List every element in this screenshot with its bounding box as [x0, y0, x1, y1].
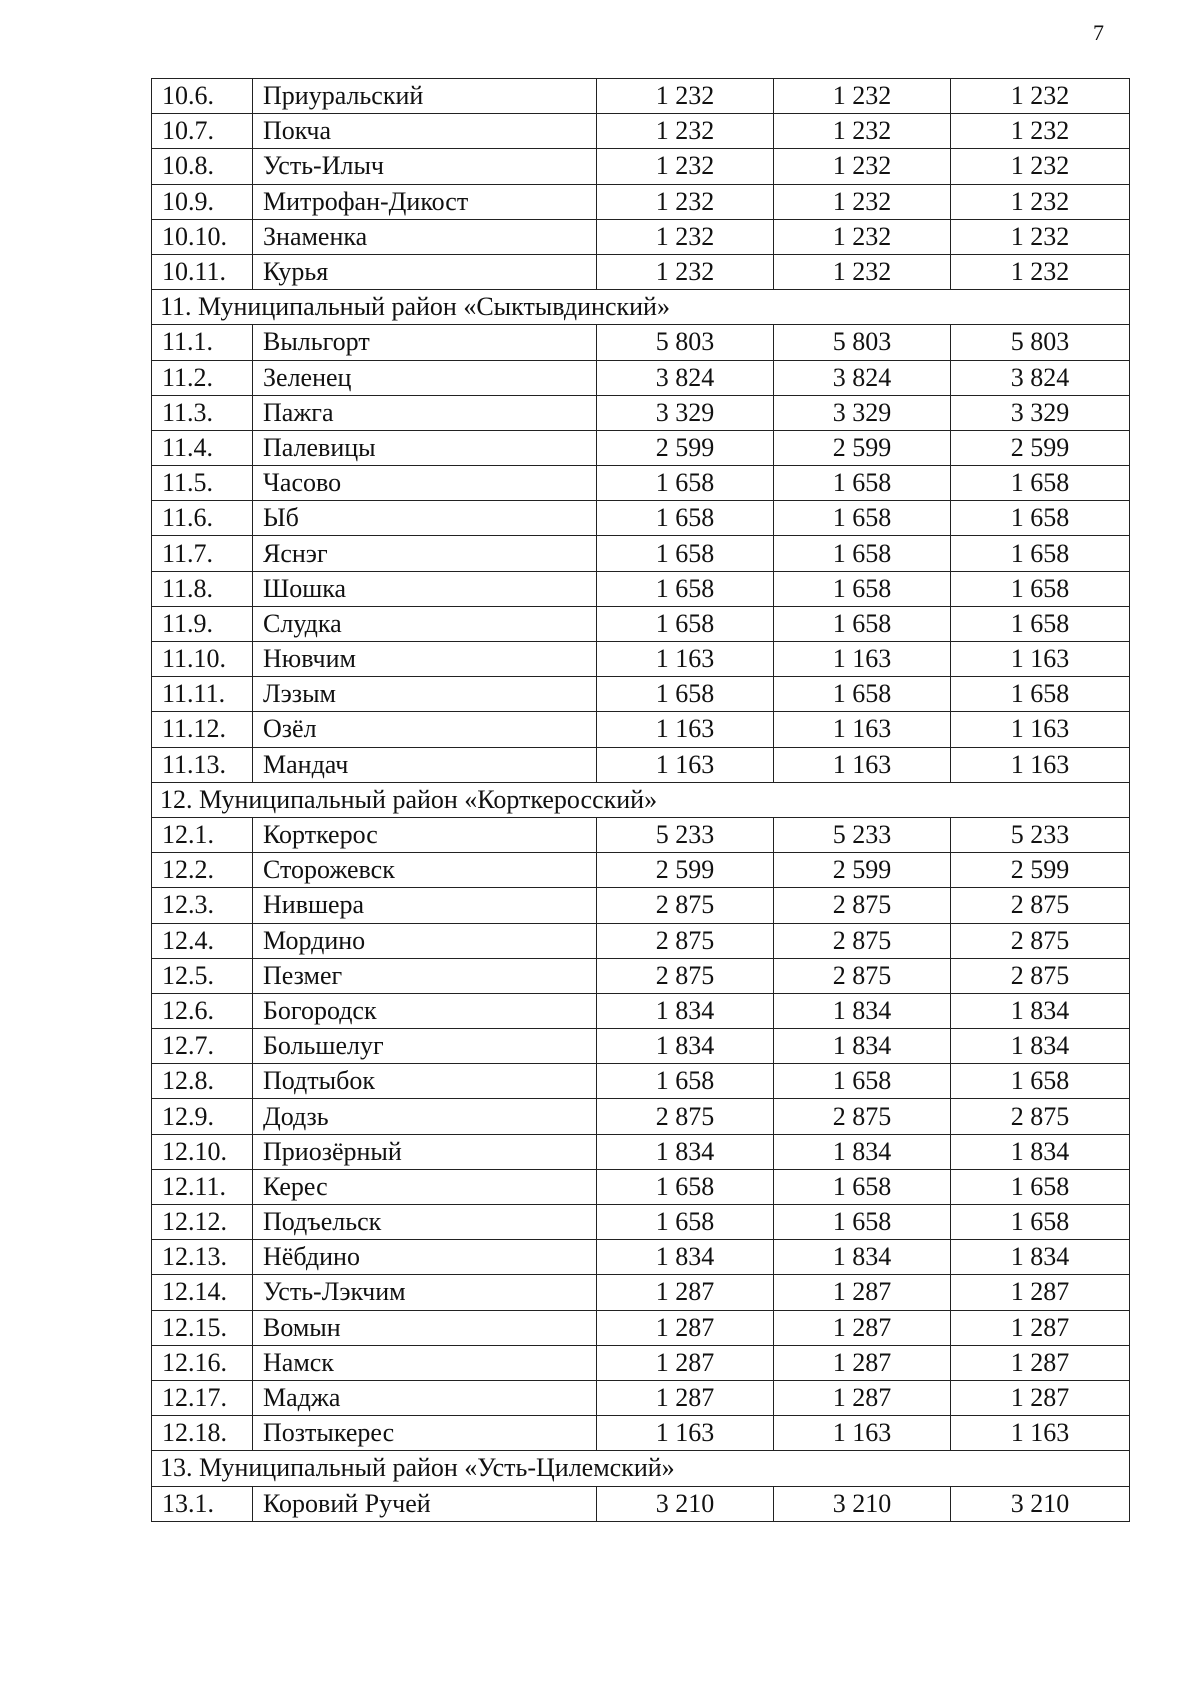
table-row: [152, 1240, 1130, 1275]
row-number: 11.9.: [152, 606, 253, 641]
value-col-1: 1 287: [597, 1345, 774, 1380]
settlement-name: Корткерос: [253, 817, 597, 852]
value-col-3: 1 232: [951, 79, 1130, 114]
settlement-name: Нювчим: [253, 642, 597, 677]
table-row: [152, 360, 1130, 395]
row-number: 12.1.: [152, 817, 253, 852]
table-row: [152, 571, 1130, 606]
table-row: [152, 1099, 1130, 1134]
value-col-1: 1 163: [597, 1416, 774, 1451]
settlement-name: Приозёрный: [253, 1134, 597, 1169]
row-number: 12.12.: [152, 1205, 253, 1240]
value-col-2: 1 658: [774, 1205, 951, 1240]
row-number: 11.6.: [152, 501, 253, 536]
row-number: 12.4.: [152, 923, 253, 958]
value-col-1: 1 232: [597, 184, 774, 219]
value-col-3: 1 287: [951, 1275, 1130, 1310]
row-number: 12.11.: [152, 1169, 253, 1204]
value-col-2: 1 232: [774, 254, 951, 289]
value-col-2: 1 658: [774, 677, 951, 712]
row-number: 12.3.: [152, 888, 253, 923]
value-col-3: 1 232: [951, 184, 1130, 219]
value-col-1: 1 232: [597, 149, 774, 184]
section-title: 11. Муниципальный район «Сыктывдинский»: [152, 290, 1130, 325]
value-col-2: 1 658: [774, 1064, 951, 1099]
value-col-2: 1 658: [774, 536, 951, 571]
value-col-3: 1 232: [951, 254, 1130, 289]
value-col-3: 2 875: [951, 888, 1130, 923]
row-number: 11.3.: [152, 395, 253, 430]
settlement-name: Лэзым: [253, 677, 597, 712]
row-number: 11.10.: [152, 642, 253, 677]
value-col-3: 1 658: [951, 1205, 1130, 1240]
value-col-3: 5 803: [951, 325, 1130, 360]
table-row: [152, 712, 1130, 747]
row-number: 10.11.: [152, 254, 253, 289]
table-row: [152, 430, 1130, 465]
value-col-3: 2 599: [951, 853, 1130, 888]
settlement-name: Курья: [253, 254, 597, 289]
value-col-2: 1 232: [774, 114, 951, 149]
value-col-2: 3 210: [774, 1486, 951, 1521]
row-number: 11.4.: [152, 430, 253, 465]
row-number: 12.6.: [152, 993, 253, 1028]
value-col-1: 1 658: [597, 1064, 774, 1099]
row-number: 11.7.: [152, 536, 253, 571]
value-col-1: 2 875: [597, 1099, 774, 1134]
value-col-1: 1 163: [597, 712, 774, 747]
settlement-name: Зеленец: [253, 360, 597, 395]
value-col-3: 5 233: [951, 817, 1130, 852]
value-col-3: 2 599: [951, 430, 1130, 465]
value-col-1: 1 287: [597, 1275, 774, 1310]
value-col-3: 1 834: [951, 1029, 1130, 1064]
value-col-2: 1 834: [774, 993, 951, 1028]
section-header-row: [152, 782, 1130, 817]
settlement-name: Керес: [253, 1169, 597, 1204]
table-row: [152, 184, 1130, 219]
settlement-name: Намск: [253, 1345, 597, 1380]
value-col-3: 1 287: [951, 1310, 1130, 1345]
value-col-2: 5 233: [774, 817, 951, 852]
settlement-table-body: [152, 79, 1130, 1522]
value-col-2: 1 287: [774, 1380, 951, 1415]
row-number: 10.9.: [152, 184, 253, 219]
section-header-row: [152, 1451, 1130, 1486]
table-row: [152, 1416, 1130, 1451]
value-col-1: 1 658: [597, 571, 774, 606]
settlement-name: Маджа: [253, 1380, 597, 1415]
value-col-1: 1 834: [597, 1029, 774, 1064]
value-col-2: 1 163: [774, 642, 951, 677]
value-col-3: 3 824: [951, 360, 1130, 395]
table-row: [152, 219, 1130, 254]
value-col-3: 1 287: [951, 1380, 1130, 1415]
settlement-name: Мандач: [253, 747, 597, 782]
page-number: 7: [1093, 20, 1104, 45]
row-number: 12.8.: [152, 1064, 253, 1099]
value-col-2: 1 834: [774, 1134, 951, 1169]
row-number: 10.10.: [152, 219, 253, 254]
table-row: [152, 149, 1130, 184]
value-col-1: 3 210: [597, 1486, 774, 1521]
settlement-name: Подтыбок: [253, 1064, 597, 1099]
table-row: [152, 677, 1130, 712]
value-col-1: 1 287: [597, 1310, 774, 1345]
value-col-3: 3 210: [951, 1486, 1130, 1521]
value-col-2: 2 875: [774, 1099, 951, 1134]
settlement-name: Позтыкерес: [253, 1416, 597, 1451]
value-col-2: 1 658: [774, 571, 951, 606]
value-col-3: 3 329: [951, 395, 1130, 430]
value-col-1: 1 163: [597, 642, 774, 677]
table-row: [152, 606, 1130, 641]
value-col-1: 2 875: [597, 923, 774, 958]
value-col-2: 2 599: [774, 853, 951, 888]
value-col-1: 1 658: [597, 1169, 774, 1204]
value-col-1: 5 233: [597, 817, 774, 852]
table-row: [152, 466, 1130, 501]
table-row: [152, 1205, 1130, 1240]
settlement-name: Нёбдино: [253, 1240, 597, 1275]
value-col-2: 2 599: [774, 430, 951, 465]
value-col-3: 1 232: [951, 114, 1130, 149]
section-title: 13. Муниципальный район «Усть-Цилемский»: [152, 1451, 1130, 1486]
table-row: [152, 1029, 1130, 1064]
value-col-2: 3 329: [774, 395, 951, 430]
table-row: [152, 642, 1130, 677]
value-col-3: 1 658: [951, 1064, 1130, 1099]
value-col-1: 1 163: [597, 747, 774, 782]
value-col-1: 1 658: [597, 1205, 774, 1240]
settlement-name: Пажга: [253, 395, 597, 430]
value-col-2: 1 163: [774, 1416, 951, 1451]
value-col-3: 1 163: [951, 712, 1130, 747]
value-col-2: 1 834: [774, 1240, 951, 1275]
row-number: 11.12.: [152, 712, 253, 747]
value-col-3: 1 163: [951, 642, 1130, 677]
row-number: 12.15.: [152, 1310, 253, 1345]
value-col-2: 2 875: [774, 923, 951, 958]
settlement-name: Знаменка: [253, 219, 597, 254]
table-row: [152, 1169, 1130, 1204]
settlement-name: Митрофан-Дикост: [253, 184, 597, 219]
settlement-name: Выльгорт: [253, 325, 597, 360]
table-row: [152, 817, 1130, 852]
settlement-name: Вомын: [253, 1310, 597, 1345]
table-row: [152, 747, 1130, 782]
row-number: 12.10.: [152, 1134, 253, 1169]
value-col-1: 1 232: [597, 219, 774, 254]
table-row: [152, 536, 1130, 571]
settlement-name: Палевицы: [253, 430, 597, 465]
value-col-2: 1 232: [774, 149, 951, 184]
table-row: [152, 325, 1130, 360]
value-col-3: 2 875: [951, 923, 1130, 958]
table-row: [152, 79, 1130, 114]
value-col-1: 1 232: [597, 79, 774, 114]
value-col-1: 1 287: [597, 1380, 774, 1415]
value-col-2: 2 875: [774, 888, 951, 923]
value-col-3: 1 834: [951, 1134, 1130, 1169]
row-number: 12.16.: [152, 1345, 253, 1380]
table-row: [152, 501, 1130, 536]
row-number: 11.1.: [152, 325, 253, 360]
settlement-name: Додзь: [253, 1099, 597, 1134]
table-row: [152, 1064, 1130, 1099]
value-col-2: 1 232: [774, 79, 951, 114]
row-number: 10.8.: [152, 149, 253, 184]
table-row: [152, 1275, 1130, 1310]
row-number: 11.11.: [152, 677, 253, 712]
value-col-1: 1 232: [597, 254, 774, 289]
value-col-3: 1 658: [951, 536, 1130, 571]
value-col-1: 1 834: [597, 1240, 774, 1275]
row-number: 12.17.: [152, 1380, 253, 1415]
value-col-3: 1 232: [951, 219, 1130, 254]
table-row: [152, 1134, 1130, 1169]
value-col-1: 2 875: [597, 888, 774, 923]
settlement-name: Шошка: [253, 571, 597, 606]
section-header-row: [152, 290, 1130, 325]
value-col-3: 1 163: [951, 747, 1130, 782]
value-col-3: 1 834: [951, 1240, 1130, 1275]
value-col-1: 1 658: [597, 466, 774, 501]
settlement-name: Пезмег: [253, 958, 597, 993]
value-col-2: 1 287: [774, 1310, 951, 1345]
value-col-3: 1 658: [951, 606, 1130, 641]
value-col-3: 1 658: [951, 466, 1130, 501]
value-col-2: 2 875: [774, 958, 951, 993]
row-number: 13.1.: [152, 1486, 253, 1521]
settlement-name: Сторожевск: [253, 853, 597, 888]
value-col-2: 1 658: [774, 466, 951, 501]
value-col-2: 5 803: [774, 325, 951, 360]
value-col-2: 1 287: [774, 1275, 951, 1310]
table-row: [152, 395, 1130, 430]
value-col-1: 1 834: [597, 993, 774, 1028]
row-number: 12.18.: [152, 1416, 253, 1451]
value-col-1: 3 824: [597, 360, 774, 395]
value-col-1: 1 658: [597, 606, 774, 641]
row-number: 12.2.: [152, 853, 253, 888]
settlement-name: Яснэг: [253, 536, 597, 571]
value-col-3: 1 658: [951, 677, 1130, 712]
settlement-name: Коровий Ручей: [253, 1486, 597, 1521]
table-row: [152, 923, 1130, 958]
value-col-1: 2 599: [597, 430, 774, 465]
value-col-2: 1 232: [774, 184, 951, 219]
settlement-name: Большелуг: [253, 1029, 597, 1064]
row-number: 12.13.: [152, 1240, 253, 1275]
settlement-name: Мордино: [253, 923, 597, 958]
settlement-name: Богородск: [253, 993, 597, 1028]
settlement-name: Нившера: [253, 888, 597, 923]
value-col-1: 2 875: [597, 958, 774, 993]
table-row: [152, 1310, 1130, 1345]
settlement-name: Слудка: [253, 606, 597, 641]
table-row: [152, 958, 1130, 993]
settlement-name: Усть-Илыч: [253, 149, 597, 184]
value-col-2: 1 232: [774, 219, 951, 254]
table-row: [152, 853, 1130, 888]
value-col-1: 1 658: [597, 677, 774, 712]
value-col-2: 1 658: [774, 1169, 951, 1204]
value-col-2: 1 287: [774, 1345, 951, 1380]
table-row: [152, 888, 1130, 923]
settlement-name: Озёл: [253, 712, 597, 747]
table-row: [152, 1345, 1130, 1380]
value-col-3: 1 658: [951, 1169, 1130, 1204]
value-col-3: 1 834: [951, 993, 1130, 1028]
row-number: 10.7.: [152, 114, 253, 149]
table-row: [152, 254, 1130, 289]
row-number: 12.9.: [152, 1099, 253, 1134]
value-col-1: 1 658: [597, 536, 774, 571]
settlement-name: Усть-Лэкчим: [253, 1275, 597, 1310]
value-col-3: 1 658: [951, 501, 1130, 536]
value-col-1: 2 599: [597, 853, 774, 888]
table-row: [152, 1380, 1130, 1415]
settlement-name: Подъельск: [253, 1205, 597, 1240]
value-col-2: 1 163: [774, 712, 951, 747]
table-row: [152, 993, 1130, 1028]
row-number: 10.6.: [152, 79, 253, 114]
settlement-name: Часово: [253, 466, 597, 501]
value-col-2: 1 163: [774, 747, 951, 782]
table-row: [152, 1486, 1130, 1521]
value-col-1: 5 803: [597, 325, 774, 360]
settlement-name: Ыб: [253, 501, 597, 536]
row-number: 11.2.: [152, 360, 253, 395]
table-row: [152, 114, 1130, 149]
settlement-name: Покча: [253, 114, 597, 149]
value-col-3: 1 287: [951, 1345, 1130, 1380]
value-col-2: 3 824: [774, 360, 951, 395]
row-number: 11.13.: [152, 747, 253, 782]
value-col-1: 1 232: [597, 114, 774, 149]
value-col-2: 1 658: [774, 501, 951, 536]
row-number: 12.14.: [152, 1275, 253, 1310]
settlement-table: [151, 78, 1130, 1522]
value-col-2: 1 834: [774, 1029, 951, 1064]
row-number: 12.5.: [152, 958, 253, 993]
value-col-3: 1 658: [951, 571, 1130, 606]
section-title: 12. Муниципальный район «Корткеросский»: [152, 782, 1130, 817]
value-col-1: 1 658: [597, 501, 774, 536]
value-col-3: 1 232: [951, 149, 1130, 184]
settlement-name: Приуральский: [253, 79, 597, 114]
value-col-2: 1 658: [774, 606, 951, 641]
value-col-3: 2 875: [951, 1099, 1130, 1134]
value-col-3: 1 163: [951, 1416, 1130, 1451]
value-col-1: 1 834: [597, 1134, 774, 1169]
value-col-3: 2 875: [951, 958, 1130, 993]
row-number: 12.7.: [152, 1029, 253, 1064]
row-number: 11.5.: [152, 466, 253, 501]
row-number: 11.8.: [152, 571, 253, 606]
value-col-1: 3 329: [597, 395, 774, 430]
